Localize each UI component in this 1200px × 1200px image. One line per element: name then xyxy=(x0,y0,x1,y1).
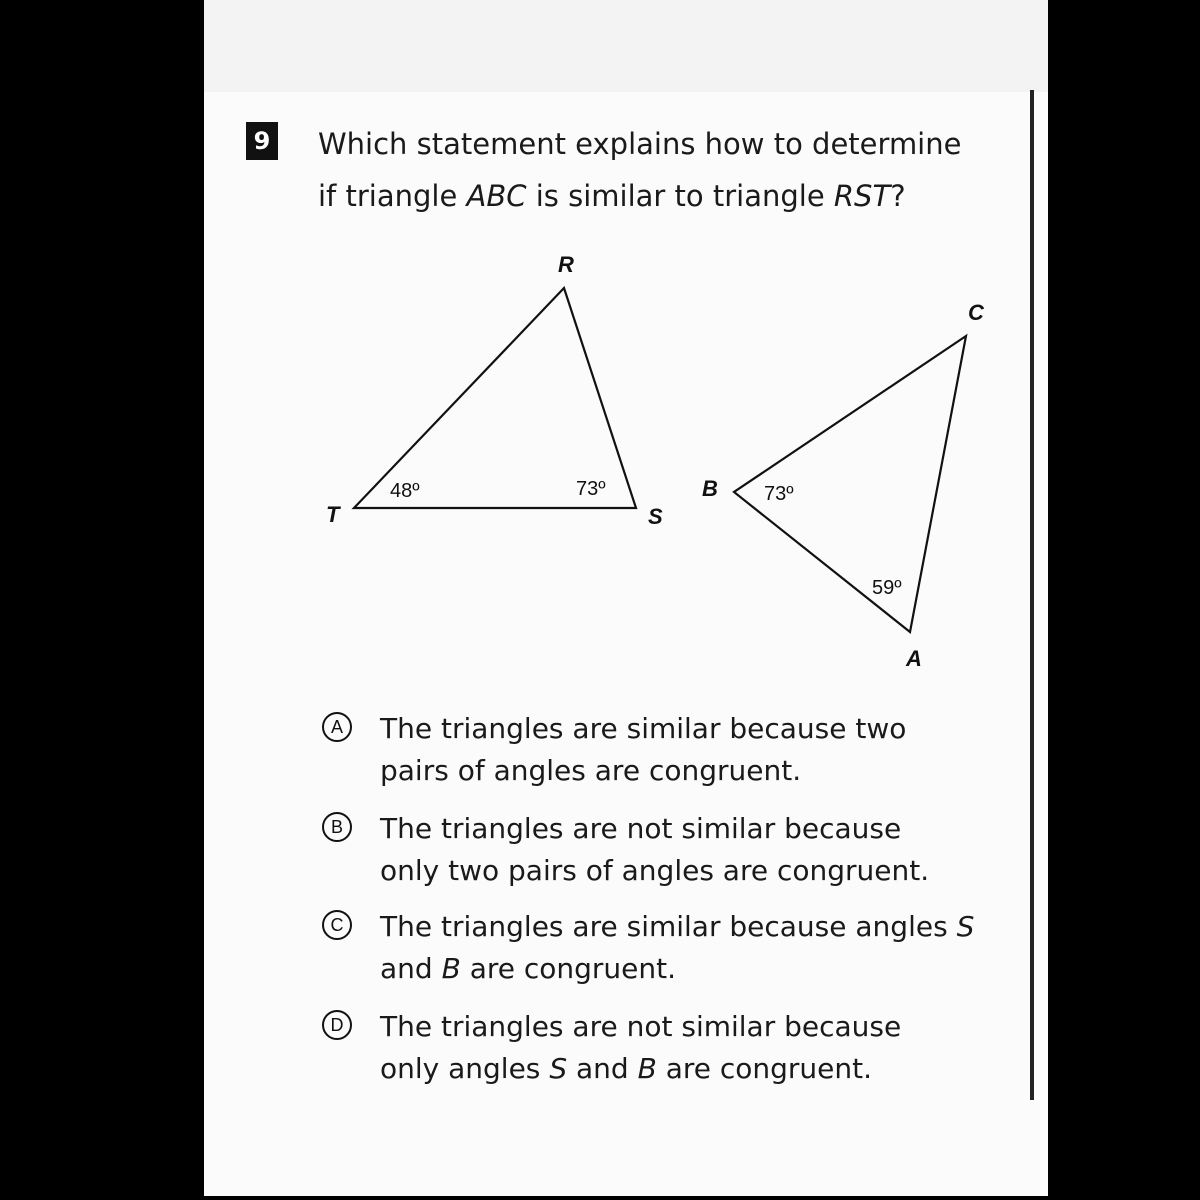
worksheet-page xyxy=(204,0,1048,1196)
choice-c-line-1: The triangles are similar because angles S xyxy=(380,910,975,943)
choice-a-line-2: pairs of angles are congruent. xyxy=(380,754,802,787)
vertex-b-label: B xyxy=(702,476,718,501)
vertex-c-label: C xyxy=(968,300,984,325)
choice-c[interactable] xyxy=(322,906,1022,990)
choice-b-line-2: only two pairs of angles are congruent. xyxy=(380,854,930,887)
question-number: 9 xyxy=(246,122,278,160)
choice-d[interactable] xyxy=(322,1006,1022,1090)
vertex-s-label: S xyxy=(648,504,663,529)
choice-d-line-2: only angles S and B are congruent. xyxy=(380,1052,873,1085)
triangles-figure xyxy=(204,0,1048,700)
triangle-rst-shape xyxy=(354,288,636,508)
choice-b[interactable] xyxy=(322,808,1022,892)
choice-d-bubble[interactable]: D xyxy=(322,1010,352,1040)
vertex-t-label: T xyxy=(326,502,340,527)
choice-b-bubble[interactable]: B xyxy=(322,812,352,842)
choice-a[interactable] xyxy=(322,708,1022,792)
triangle-abc xyxy=(702,300,985,671)
triangle-rst xyxy=(326,252,663,529)
choice-c-line-2: and B are congruent. xyxy=(380,952,677,985)
choice-a-line-1: The triangles are similar because two xyxy=(380,712,907,745)
question-line-1: Which statement explains how to determine xyxy=(318,127,962,161)
angle-b-label: 73º xyxy=(764,483,794,505)
angle-a-label: 59º xyxy=(872,577,902,599)
choice-c-bubble[interactable]: C xyxy=(322,910,352,940)
choice-d-line-1: The triangles are not similar because xyxy=(380,1010,902,1043)
choice-b-line-1: The triangles are not similar because xyxy=(380,812,902,845)
question-line-2: if triangle ABC is similar to triangle RST? xyxy=(318,179,906,213)
angle-t-label: 48º xyxy=(390,480,420,502)
vertex-r-label: R xyxy=(558,252,574,277)
choice-a-bubble[interactable]: A xyxy=(322,712,352,742)
angle-s-label: 73º xyxy=(576,478,606,500)
vertex-a-label: A xyxy=(906,646,922,671)
